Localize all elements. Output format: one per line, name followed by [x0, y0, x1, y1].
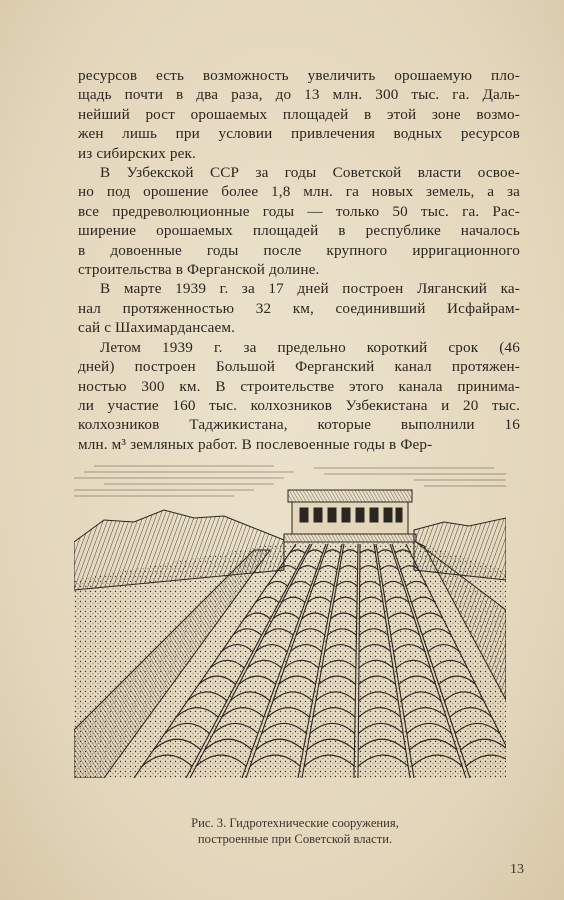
text-line: млн. м³ земляных работ. В послевоенные годы в Фер-	[78, 435, 433, 453]
text-line: нал протяженностью 32 км, соединивший Исфайрам-	[78, 299, 520, 317]
text-line: ресурсов есть возможность увеличить орошаемую пло-	[78, 67, 520, 84]
text-line: колхозников Таджикистана, которые выполнили 16	[78, 416, 520, 434]
text-line: Летом 1939 г. за предельно короткий срок (46	[100, 338, 520, 356]
paragraph	[78, 279, 520, 337]
text-line: В Узбекской ССР за годы Советской власти освое-	[100, 164, 520, 182]
text-line: в довоенные годы после крупного ирригационного	[78, 241, 520, 259]
page-number: 13	[510, 862, 524, 877]
text-line: щадь почти в два раза, до 13 млн. 300 тыс. га. Даль-	[78, 86, 520, 104]
text-line: В марте 1939 г. за 17 дней построен Ляганский ка-	[100, 280, 520, 298]
text-line: из сибирских рек.	[78, 144, 196, 162]
hydraulic-structures-illustration	[74, 460, 506, 778]
text-line: нейший рост орошаемых площадей в этой зоне возмо-	[78, 105, 520, 123]
caption-line-2: построенные при Советской власти.	[197, 832, 393, 846]
text-line: сай с Шахимардансаем.	[78, 319, 236, 337]
paragraph	[78, 163, 520, 279]
text-line: ностью 300 км. В строительстве этого канала принима-	[78, 377, 520, 395]
text-line: дней) построен Большой Ферганский канал протяжен-	[78, 358, 520, 376]
text-line: жен лишь при условии привлечения водных ресурсов	[78, 125, 520, 143]
text-line: ширение орошаемых площадей в республике началось	[78, 222, 520, 240]
text-line: ли участие 160 тыс. колхозников Узбекистана и 20 тыс.	[78, 396, 520, 414]
text-line: но под орошение более 1,8 млн. га новых земель, а за	[78, 183, 520, 201]
text-line: строительства в Ферганской долине.	[78, 261, 320, 279]
text-line: все предреволюционные годы — только 50 тыс. га. Рас-	[78, 202, 520, 220]
caption-line-1: Рис. 3. Гидротехнические сооружения,	[191, 816, 399, 830]
paragraph	[78, 66, 520, 163]
paragraph	[78, 338, 520, 454]
figure-caption	[60, 815, 530, 847]
body-text	[78, 66, 520, 454]
